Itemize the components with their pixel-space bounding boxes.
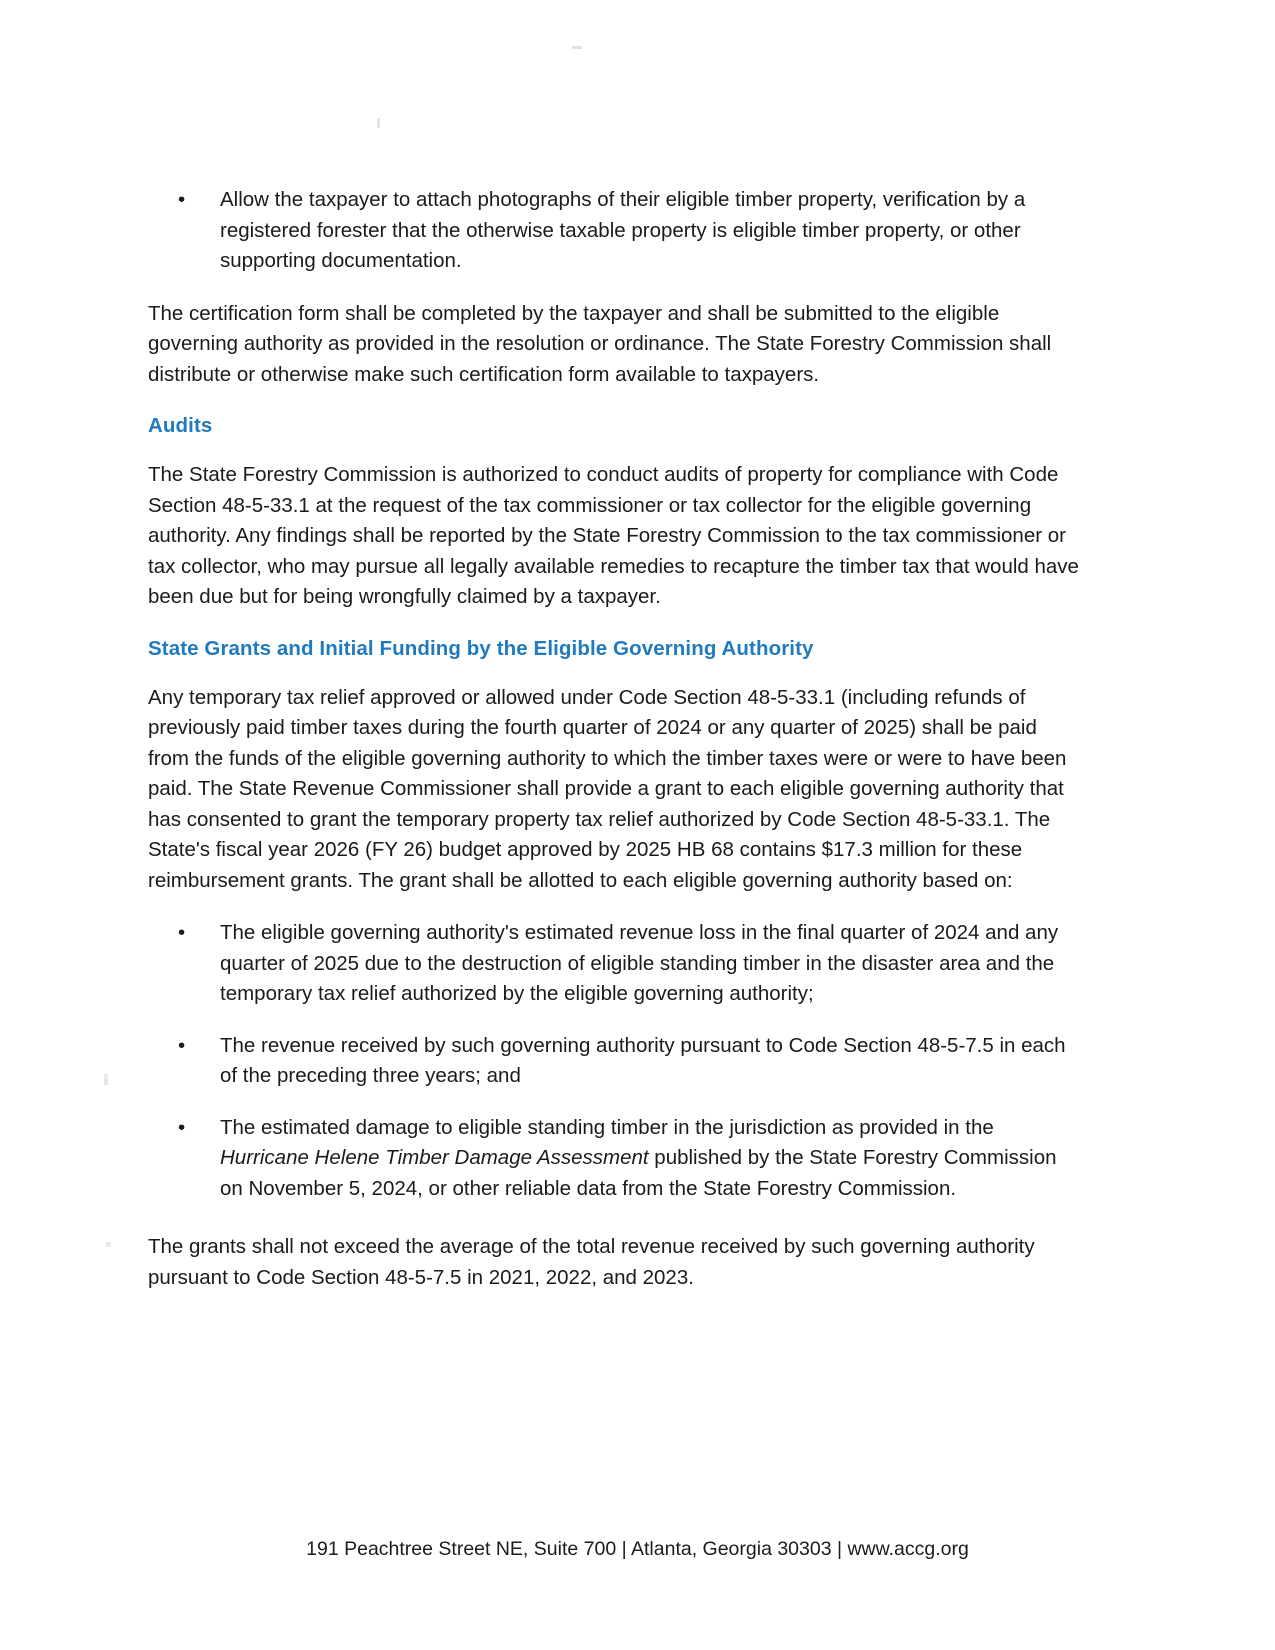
scan-artifact [106, 1242, 111, 1247]
list-item-text: The revenue received by such governing authority pursuant to Code Section 48-5-7.5 in each of the preceding three years; and [220, 1033, 1066, 1087]
list-item [148, 1031, 1083, 1092]
bullet-icon: • [178, 1115, 186, 1139]
damage-assessment-title: Hurricane Helene Timber Damage Assessment [220, 1146, 649, 1169]
closing-paragraph: The grants shall not exceed the average of the total revenue received by such governing authority pursuant to Code Section 48-5-7.5 in 2021, 2022, and 2023. [148, 1235, 1035, 1289]
document-body [148, 185, 1083, 1293]
certification-paragraph: The certification form shall be completed by the taxpayer and shall be submitted to the eligible governing authority as provided in the resolution or ordinance. The State Forestry Commission shall distribute or otherwise make such certification form available to taxpayers. [148, 301, 1052, 386]
top-bullet-list [148, 185, 1083, 277]
list-item [148, 1113, 1083, 1205]
bullet-icon: • [178, 921, 186, 944]
state-grants-paragraph: Any temporary tax relief approved or allowed under Code Section 48-5-33.1 (including refunds of previously paid timber taxes during the fourth quarter of 2024 or any quarter of 2025) shall be paid from the funds of the eligible governing authority to which the timber taxes were or were to have been paid. The State Revenue Commissioner shall provide a grant to each eligible governing authority that has consented to grant the temporary property tax relief authorized by Code Section 48-5-33.1. The State's fiscal year 2026 (FY 26) budget approved by 2025 HB 68 contains $17.3 million for these reimbursement grants. The grant shall be allotted to each eligible governing authority based on: [148, 685, 1067, 892]
bullet-icon: • [178, 188, 186, 211]
damage-bullet-trail: published by the State Forestry Commission on November 5, 2024, or other reliable data from the State Forestry Commission. [220, 1146, 1057, 1200]
scan-artifact [104, 1074, 108, 1085]
bullet-icon: • [178, 1033, 186, 1057]
list-item-text: Allow the taxpayer to attach photographs of their eligible timber property, verification by a registered forester that the otherwise taxable property is eligible timber property, or other supporting documentation. [220, 188, 1026, 272]
scan-artifact [572, 46, 582, 49]
scan-artifact [377, 118, 380, 128]
allotment-bullet-list [148, 918, 1083, 1204]
list-item [148, 185, 1083, 277]
list-item-text: The eligible governing authority's estimated revenue loss in the final quarter of 2024 and any quarter of 2025 due to the destruction of eligible standing timber in the disaster area and the temporary tax relief authorized by the eligible governing authority; [220, 921, 1059, 1005]
damage-bullet-lead: The estimated damage to eligible standing timber in the jurisdiction as provided in the [220, 1115, 994, 1139]
page-footer: 191 Peachtree Street NE, Suite 700 | Atlanta, Georgia 30303 | www.accg.org [306, 1538, 969, 1560]
list-item-text [220, 1116, 1057, 1200]
audits-paragraph: The State Forestry Commission is authorized to conduct audits of property for compliance with Code Section 48-5-33.1 at the request of the tax commissioner or tax collector for the eligible governing authority. Any findings shall be reported by the State Forestry Commission to the tax commissioner or tax collector, who may pursue all legally available remedies to recapture the timber tax that would have been due but for being wrongfully claimed by a taxpayer. [148, 463, 1079, 608]
heading-state-grants: State Grants and Initial Funding by the Eligible Governing Authority [148, 636, 814, 660]
heading-audits: Audits [148, 414, 213, 437]
list-item [148, 918, 1083, 1010]
